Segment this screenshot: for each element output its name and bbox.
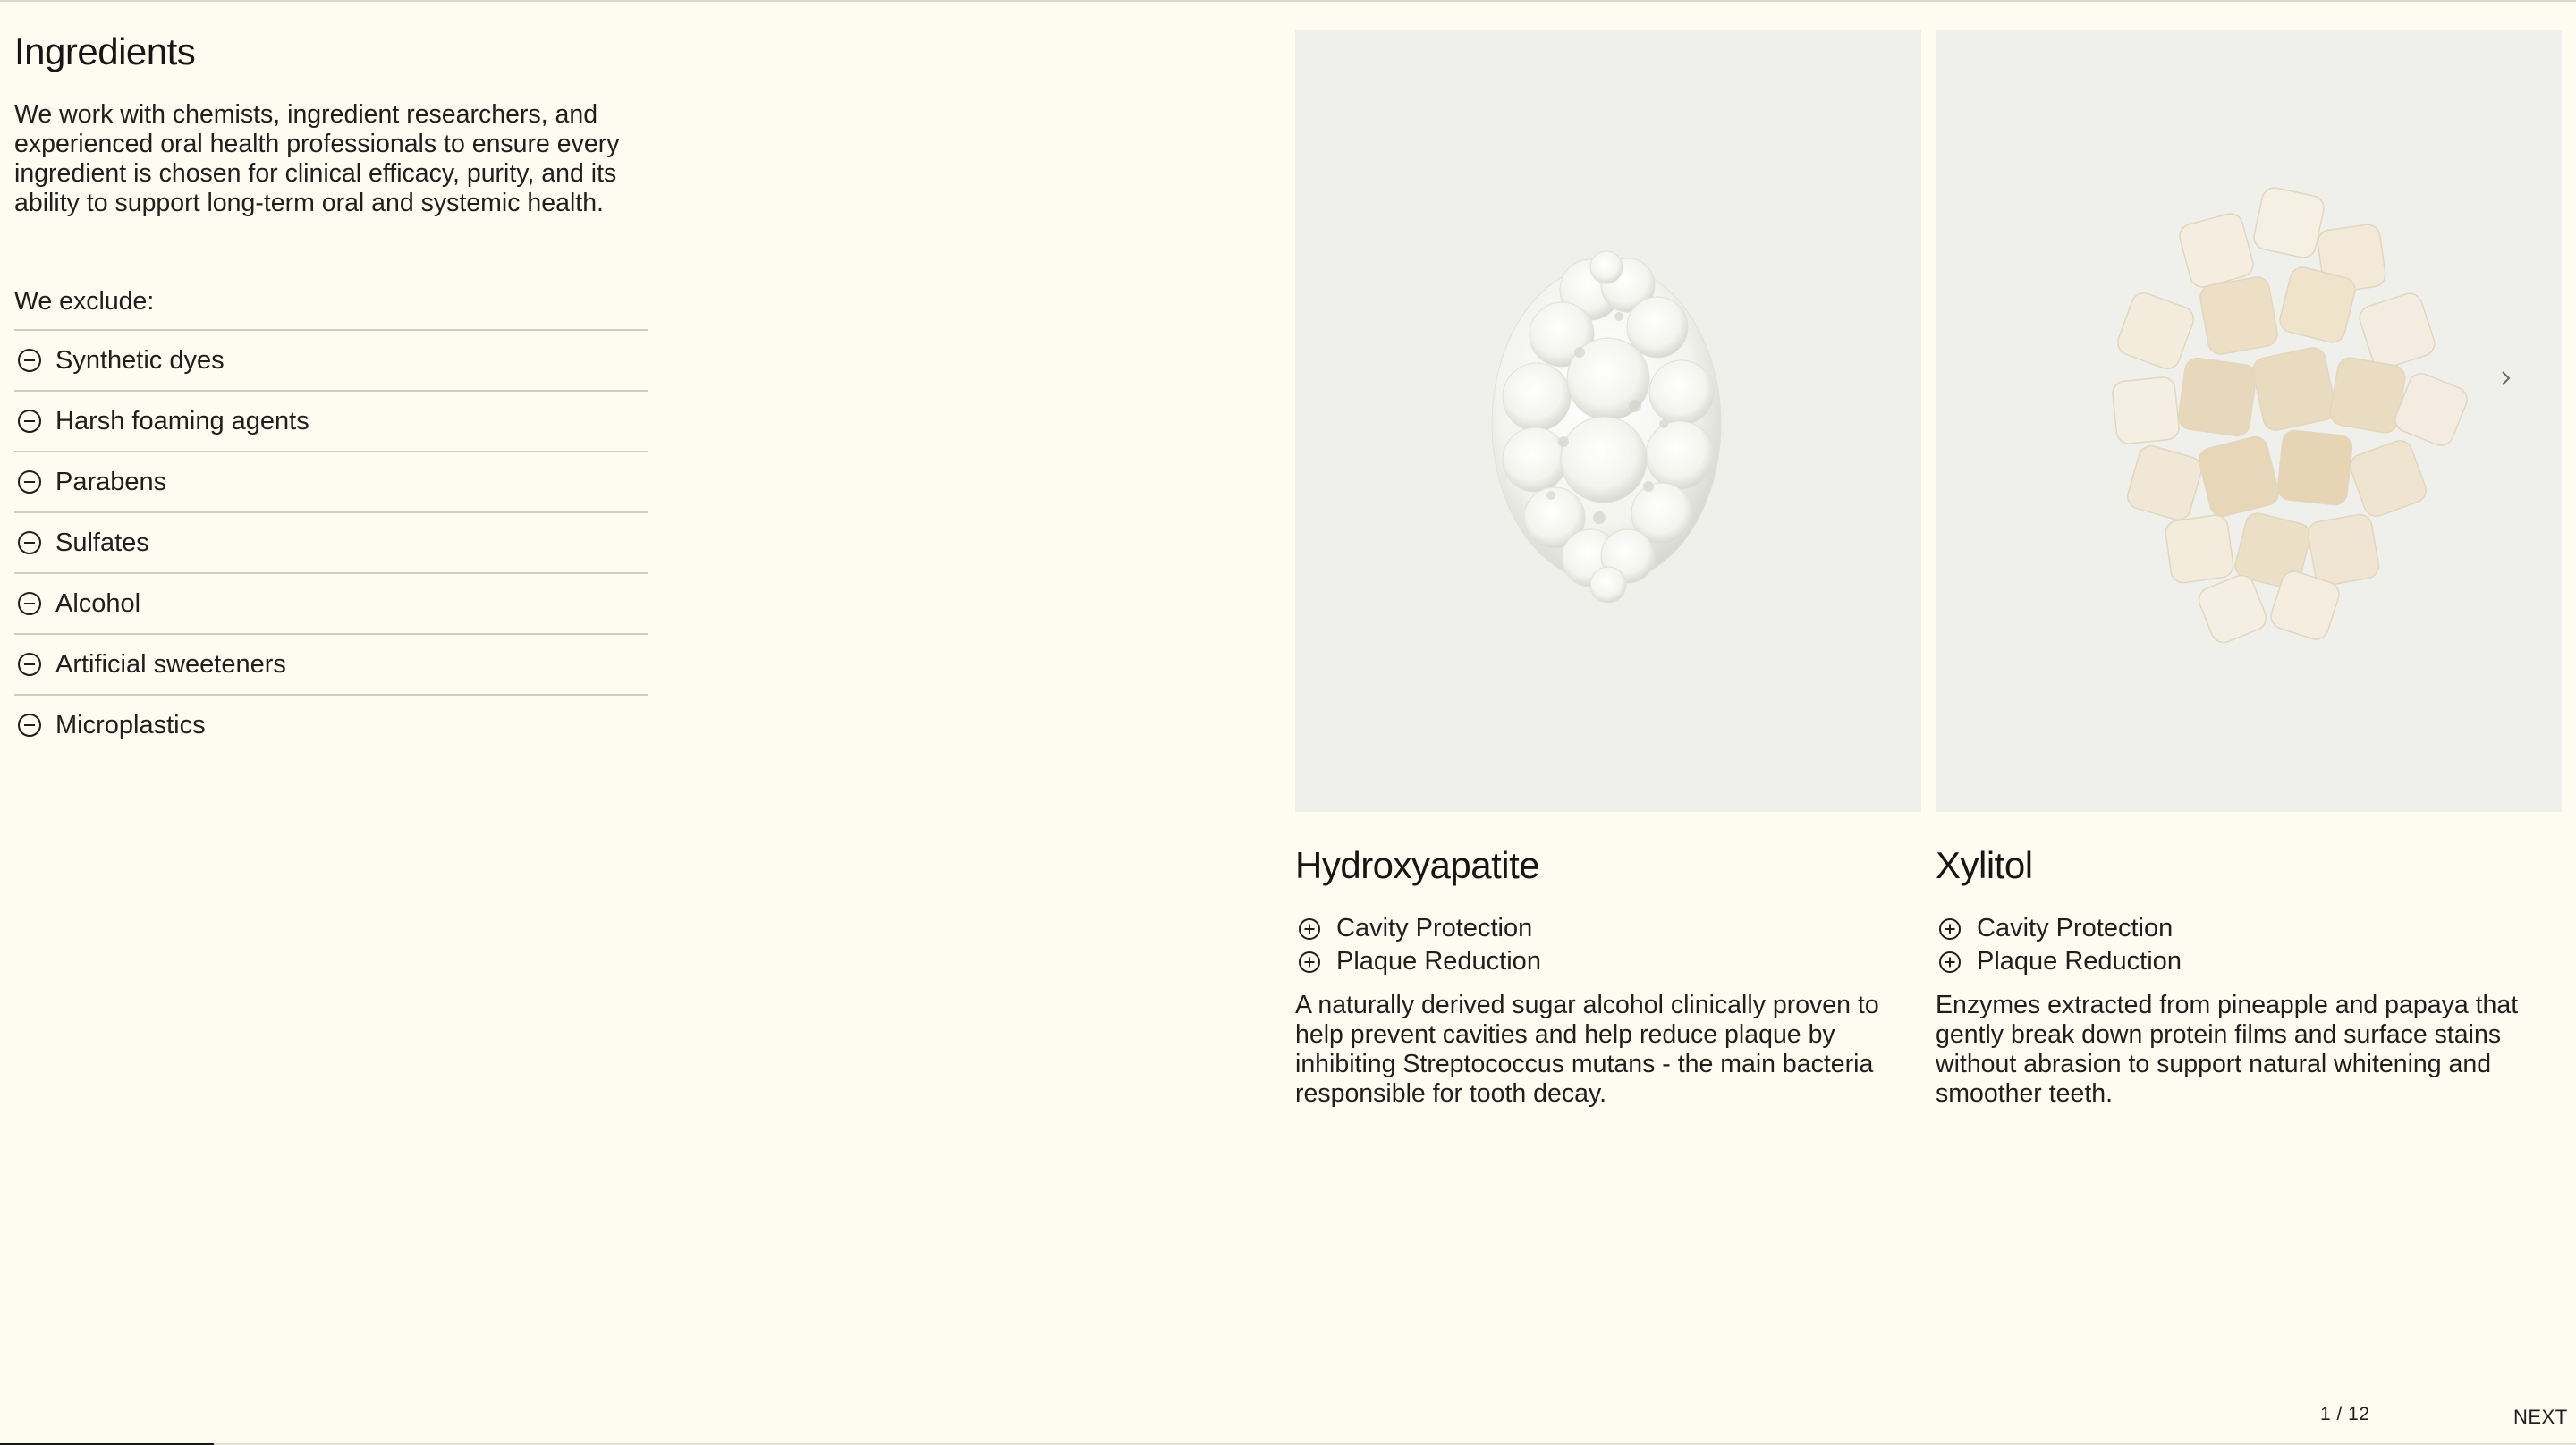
minus-circle-icon xyxy=(16,469,43,495)
chevron-right-icon xyxy=(2496,368,2515,393)
benefit-list xyxy=(1936,912,2562,978)
ingredient-description: A naturally derived sugar alcohol clinically proven to help prevent cavities and help reduce plaque by inhibiting Streptococcus mutans - the main bacteria responsible for tooth decay. xyxy=(1295,991,1879,1108)
exclude-list xyxy=(14,329,648,755)
carousel-next-arrow[interactable] xyxy=(2476,351,2535,410)
minus-circle-icon xyxy=(16,347,43,374)
top-divider xyxy=(0,0,2576,2)
ingredient-description: Enzymes extracted from pineapple and papaya that gently break down protein films and surface stains without abrasion to support natural whitening and smoother teeth. xyxy=(1936,991,2519,1108)
exclude-item-label: Alcohol xyxy=(55,588,141,618)
benefit-label: Cavity Protection xyxy=(1336,914,1533,942)
carousel-pager: 1 / 12 xyxy=(2320,1404,2370,1424)
benefit-item xyxy=(1936,912,2562,945)
exclude-item-label: Artificial sweeteners xyxy=(55,649,286,679)
exclude-item-microplastics xyxy=(14,694,648,755)
exclude-item-synthetic-dyes xyxy=(14,329,648,390)
exclude-item-alcohol xyxy=(14,572,648,633)
minus-circle-icon xyxy=(16,712,43,739)
minus-circle-icon xyxy=(16,408,43,435)
minus-circle-icon xyxy=(16,529,43,556)
benefit-label: Cavity Protection xyxy=(1977,914,2174,942)
intro-paragraph: We work with chemists, ingredient researchers, and experienced oral health professionals to ensure every ingredient is chosen for clinical efficacy, purity, and its ability to support long-term oral and systemic health. xyxy=(14,100,620,217)
ingredient-name: Xylitol xyxy=(1936,844,2033,886)
benefit-list xyxy=(1295,912,1921,978)
exclude-heading: We exclude: xyxy=(14,287,155,316)
benefit-label: Plaque Reduction xyxy=(1977,947,2182,976)
benefit-item xyxy=(1936,945,2562,978)
ingredient-name: Hydroxyapatite xyxy=(1295,844,1540,886)
exclude-item-label: Harsh foaming agents xyxy=(55,406,309,435)
benefit-label: Plaque Reduction xyxy=(1336,947,1541,976)
exclude-item-label: Microplastics xyxy=(55,710,206,739)
exclude-item-label: Synthetic dyes xyxy=(55,345,225,375)
benefit-item xyxy=(1295,945,1921,978)
hydroxyapatite-image xyxy=(1295,30,1921,812)
ingredient-carousel xyxy=(1295,30,2576,1157)
exclude-item-label: Sulfates xyxy=(55,528,149,557)
exclude-item-sulfates xyxy=(14,511,648,572)
plus-circle-icon xyxy=(1937,917,1962,942)
plus-circle-icon xyxy=(1937,950,1962,975)
next-button[interactable]: NEXT xyxy=(2513,1406,2568,1428)
page-title: Ingredients xyxy=(14,30,196,72)
ingredient-card-hydroxyapatite[interactable] xyxy=(1295,30,1921,1135)
plus-circle-icon xyxy=(1297,917,1322,942)
ingredient-card-xylitol[interactable] xyxy=(1936,30,2562,1135)
exclude-item-label: Parabens xyxy=(55,467,167,496)
exclude-item-parabens xyxy=(14,451,648,511)
minus-circle-icon xyxy=(16,651,43,678)
benefit-item xyxy=(1295,912,1921,945)
minus-circle-icon xyxy=(16,590,43,617)
exclude-item-artificial-sweeteners xyxy=(14,633,648,694)
plus-circle-icon xyxy=(1297,950,1322,975)
xylitol-image xyxy=(1936,30,2562,812)
exclude-item-harsh-foaming-agents xyxy=(14,390,648,451)
ingredients-intro-section xyxy=(14,29,648,755)
